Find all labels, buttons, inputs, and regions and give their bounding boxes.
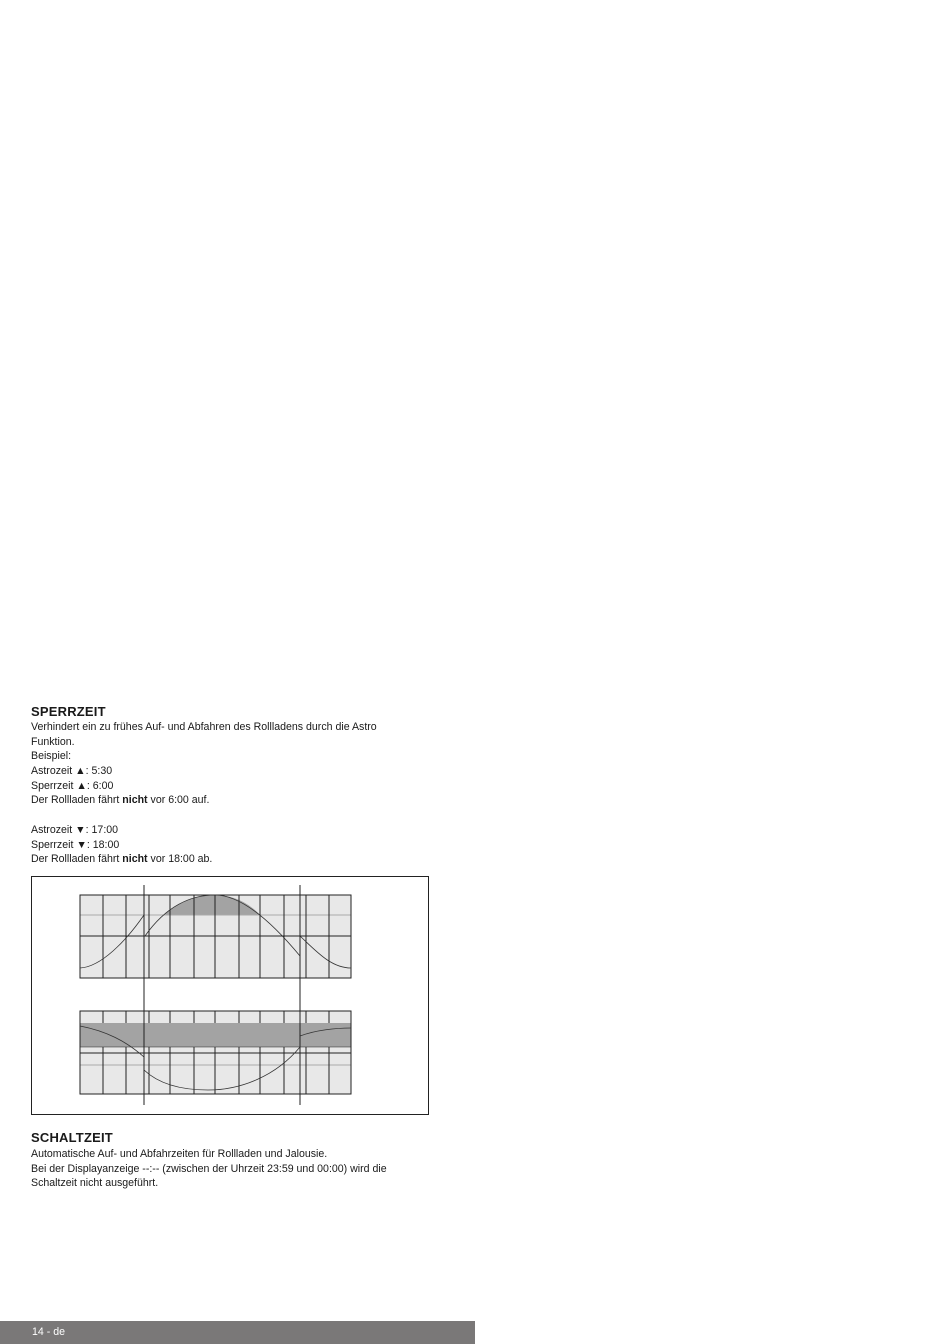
down-arrow-icon: ▼ (75, 823, 86, 836)
page-number: 14 - de (32, 1326, 65, 1338)
sperr-up-line: Sperrzeit ▲: 6:00 (31, 779, 114, 792)
text-line: Beispiel: (31, 750, 72, 763)
down-arrow-icon: ▼ (76, 838, 87, 851)
text-line: Funktion. (31, 735, 75, 748)
schaltzeit-text (31, 1147, 451, 1191)
text-line: Automatische Auf- und Abfahrzeiten für Rollladen und Jalousie. (31, 1148, 328, 1160)
result-up-line: Der Rollladen fährt nicht vor 6:00 auf. (31, 794, 210, 807)
astro-up-line: Astrozeit ▲: 5:30 (31, 765, 113, 778)
schaltzeit-heading: SCHALTZEIT (31, 1130, 113, 1145)
sperrzeit-text (31, 720, 431, 867)
astro-down-line: Astrozeit ▼: 17:00 (31, 823, 119, 836)
text-line: Bei der Displayanzeige --:-- (zwischen der Uhrzeit 23:59 und 00:00) wird die (31, 1162, 387, 1175)
sperrzeit-diagram (31, 876, 429, 1115)
page-footer (0, 1321, 475, 1344)
text-line: Verhindert ein zu frühes Auf- und Abfahren des Rollladens durch die Astro (31, 721, 377, 733)
upper-chart (80, 895, 351, 978)
sperr-down-line: Sperrzeit ▼: 18:00 (31, 838, 120, 851)
up-arrow-icon: ▲ (76, 779, 87, 792)
lower-chart (80, 1011, 351, 1094)
sperrzeit-heading: SPERRZEIT (31, 704, 106, 719)
diagram-svg (32, 877, 430, 1116)
text-line: Schaltzeit nicht ausgeführt. (31, 1177, 159, 1190)
result-down-line: Der Rollladen fährt nicht vor 18:00 ab. (31, 853, 213, 866)
up-arrow-icon: ▲ (75, 765, 86, 778)
